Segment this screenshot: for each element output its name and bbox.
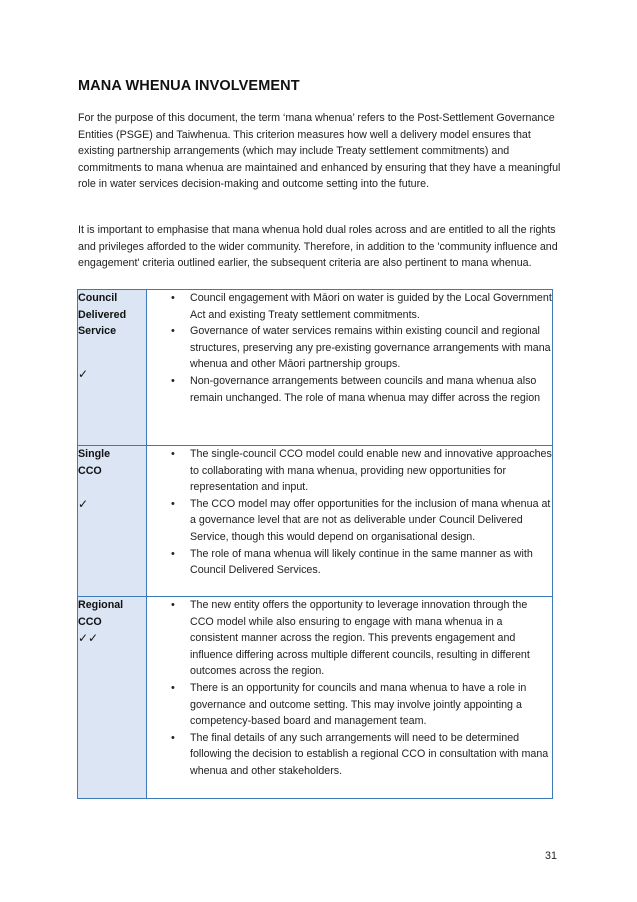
intro-paragraph: For the purpose of this document, the term ‘mana whenua’ refers to the Post-Settlement Governance Entities (PSGE) and Taiwhenua. This criterion measures how well a delivery model ensures that existing partnership arrangements (which may include Treaty settlement commitments) and commitments to mana whenua are maintained and enhanced by ensuring that they have a meaningful role in water services decision-making and outcome setting into the future.: [78, 112, 561, 191]
model-name-line: Service: [78, 325, 117, 338]
table-row-council-delivered-service: [78, 290, 553, 446]
model-details-cell: [147, 290, 553, 446]
model-details-cell: [147, 446, 553, 597]
list-item: • There is an opportunity for councils and mana whenua to have a role in governance and outcome setting. This may involve jointly appointing a competency-based board and management team.: [190, 680, 552, 730]
model-name-line: Single: [78, 448, 111, 460]
bullet-list: [147, 597, 552, 780]
model-name-line: CCO: [78, 464, 102, 477]
model-name-line: CCO: [78, 615, 102, 628]
list-item: • The CCO model may offer opportunities for the inclusion of mana whenua at a governance level that are not as deliverable under Council Delivered Service, though this would depend on organisational design.: [190, 496, 552, 546]
model-name-line: Council: [78, 292, 118, 304]
bullet-list: [147, 290, 552, 406]
table-row-single-cco: [78, 446, 553, 597]
bullet-list: [147, 446, 552, 579]
table-row-regional-cco: [78, 597, 553, 799]
context-paragraph: It is important to emphasise that mana whenua hold dual roles across and are entitled to all the rights and privileges afforded to the wider community. Therefore, in addition to the 'community influence and engagement' criteria outlined earlier, the subsequent criteria are also pertinent to mana whenua.: [78, 224, 558, 270]
section-heading: MANA WHENUA INVOLVEMENT: [78, 78, 300, 94]
delivery-model-table: [77, 289, 553, 799]
list-item: • The new entity offers the opportunity to leverage innovation through the CCO model while also ensuring to engage with mana whenua in a consistent manner across the region. This prevents engagement and influence differing across multiple different councils, resulting in different outcomes across the region.: [190, 597, 552, 680]
list-item: • Council engagement with Māori on water is guided by the Local Government Act and existing Treaty settlement commitments.: [190, 290, 552, 323]
model-name-line: Delivered: [78, 308, 127, 321]
list-item: • Governance of water services remains within existing council and regional structures, preserving any pre-existing governance arrangements with mana whenua and other Māori partnership groups.: [190, 323, 552, 373]
model-details-cell: [147, 597, 553, 799]
list-item: • Non-governance arrangements between councils and mana whenua also remain unchanged. The role of mana whenua may differ across the region: [190, 373, 552, 406]
rating-check-icon: ✓: [78, 497, 89, 512]
model-name-line: Regional: [78, 599, 124, 611]
rating-check-icon: ✓: [78, 366, 89, 381]
model-label-cell: [78, 597, 147, 799]
model-label-cell: [78, 446, 147, 597]
model-label-cell: [78, 290, 147, 446]
list-item: • The final details of any such arrangements will need to be determined following the decision to establish a regional CCO in consultation with mana whenua and other stakeholders.: [190, 730, 552, 780]
rating-double-check-icon: ✓✓: [78, 631, 99, 646]
page-number: 31: [545, 850, 557, 862]
list-item: • The single-council CCO model could enable new and innovative approaches to collaborating with mana whenua, providing new opportunities for representation and input.: [190, 446, 552, 496]
list-item: • The role of mana whenua will likely continue in the same manner as with Council Delivered Services.: [190, 546, 552, 579]
